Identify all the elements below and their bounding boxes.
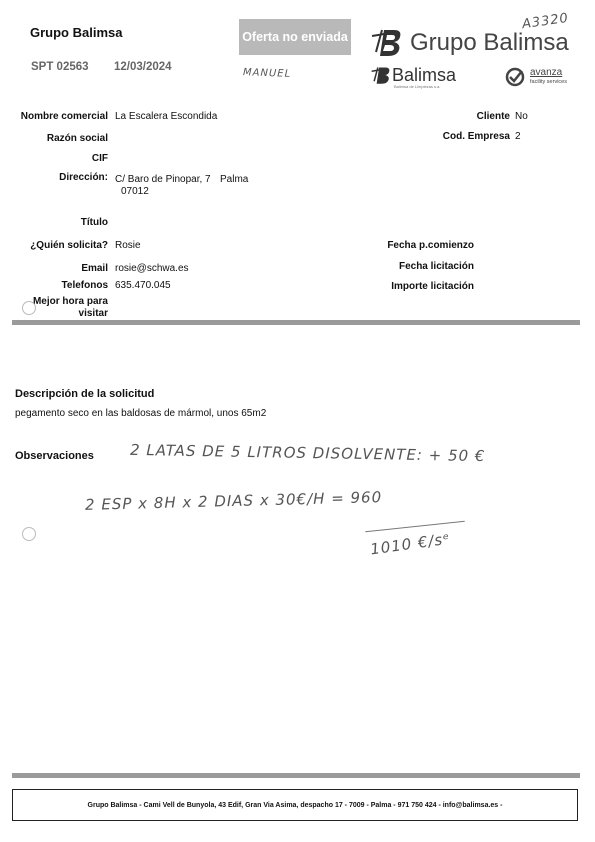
avanza-logo-text: avanza <box>530 67 563 78</box>
document-date: 12/03/2024 <box>114 61 172 73</box>
cif-label: CIF <box>91 153 108 164</box>
direccion-label: Dirección: <box>59 172 108 183</box>
status-badge: Oferta no enviada <box>239 19 351 55</box>
handwritten-note-line1: 2 LATAS DE 5 LITROS DISOLVENTE: + 50 € <box>129 440 486 466</box>
footer-text: Grupo Balimsa - Cami Vell de Bunyola, 43 Edif, Gran Via Asima, despacho 17 - 7009 - Palma - 971 750 424 - info@balimsa.es - <box>87 801 503 809</box>
company-name: Grupo Balimsa <box>30 25 123 40</box>
mejor-hora-label <box>33 296 108 320</box>
cod-empresa-value: 2 <box>515 131 521 142</box>
titulo-label: Título <box>80 217 108 228</box>
balimsa-small-b-icon <box>370 65 392 85</box>
fecha-licitacion-label: Fecha licitación <box>398 261 474 272</box>
grupo-balimsa-logo <box>370 26 575 58</box>
balimsa-logo-text: Balimsa <box>392 65 457 85</box>
handwritten-note-line2: 2 ESP x 8H x 2 DIAS x 30€/H = 960 <box>84 488 383 514</box>
reference-number: SPT 02563 <box>31 61 89 73</box>
handwritten-total: 1010 €/sᵉ <box>369 529 452 559</box>
cliente-label: Cliente <box>476 111 510 122</box>
avanza-check-icon <box>505 67 525 87</box>
footer-box <box>12 789 578 821</box>
mejor-hora-label-line1: Mejor hora para <box>32 296 108 307</box>
quien-solicita-value: Rosie <box>115 240 141 251</box>
mejor-hora-label-line2: visitar <box>78 308 108 319</box>
cliente-value: No <box>515 111 528 122</box>
balimsa-b-icon <box>370 26 404 58</box>
nombre-comercial-label: Nombre comercial <box>20 111 108 122</box>
grupo-balimsa-logo-text: Grupo Balimsa <box>410 29 569 56</box>
avanza-logo <box>505 67 577 89</box>
telefonos-value: 635.470.045 <box>115 280 171 291</box>
handwritten-code: A3320 <box>521 10 570 33</box>
telefonos-label: Telefonos <box>61 280 108 291</box>
avanza-logo-caption: facility services <box>530 79 567 85</box>
email-value: rosie@schwa.es <box>115 263 189 274</box>
importe-licitacion-label: Importe licitación <box>391 281 474 292</box>
observaciones-label: Observaciones <box>15 450 94 462</box>
razon-social-label: Razón social <box>46 133 108 144</box>
direccion-cp: 07012 <box>121 186 149 197</box>
balimsa-logo <box>370 65 470 89</box>
section-divider-bottom <box>12 773 580 778</box>
nombre-comercial-value: La Escalera Escondida <box>115 111 218 122</box>
cod-empresa-label: Cod. Empresa <box>442 131 510 142</box>
punch-hole-top <box>22 301 36 315</box>
solicitud-title: Descripción de la solicitud <box>15 388 155 400</box>
handwritten-name: MANUEL <box>242 67 292 80</box>
handwritten-underline <box>365 521 465 532</box>
balimsa-logo-caption: Balimsa de Limpiezas s.a. <box>394 84 441 89</box>
punch-hole-bottom <box>22 527 36 541</box>
fecha-comienzo-label: Fecha p.comienzo <box>387 240 474 251</box>
direccion-city: Palma <box>220 174 249 185</box>
email-label: Email <box>81 263 108 274</box>
solicitud-text: pegamento seco en las baldosas de mármol, unos 65m2 <box>15 408 267 419</box>
direccion-line1: C/ Baro de Pinopar, 7 <box>115 174 211 185</box>
section-divider-top <box>12 320 580 325</box>
quien-solicita-label: ¿Quién solicita? <box>30 240 108 251</box>
